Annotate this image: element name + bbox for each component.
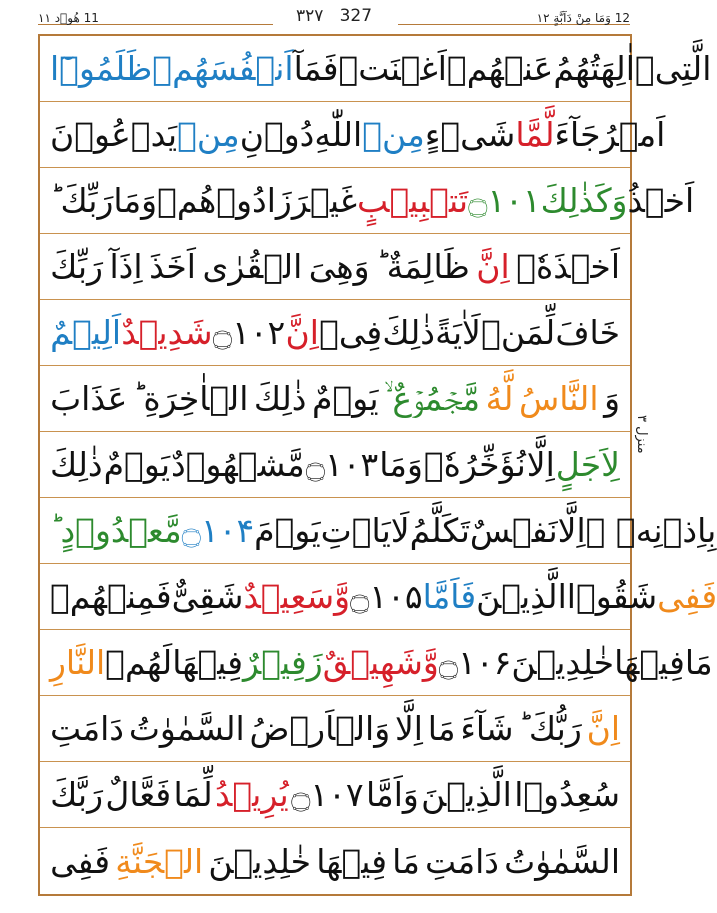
word: شَدِيۡدٌ: [121, 313, 213, 352]
word: الۡاٰخِرَةِ ؕ: [132, 379, 249, 418]
word: لَّمَّا: [515, 115, 555, 154]
word: نَفۡسٌ: [469, 511, 558, 550]
word: لِّمَنۡ: [481, 313, 556, 352]
word: رَبِّكَ ؕ: [50, 181, 114, 220]
word: ۝۱۰۵: [350, 577, 423, 616]
word: شَآءَ: [460, 709, 514, 748]
text-line-12: [40, 762, 630, 828]
word: ظَلَمُوۡٓا: [50, 49, 153, 88]
word: لَاٰيَةً: [435, 313, 481, 352]
word: شَقُوۡا: [566, 577, 658, 616]
word: زَادُوۡهُمۡ: [157, 181, 292, 220]
word: لَهُمۡ: [105, 643, 173, 682]
word: اَخَذَ: [149, 247, 196, 286]
word: دُوۡنِ: [239, 115, 315, 154]
word: فِيۡهَا: [614, 643, 685, 682]
word: دَامَتِ: [425, 841, 499, 881]
word: خَافَ: [555, 313, 620, 352]
word: زَفِيۡرٌ: [243, 643, 323, 682]
word: النَّاسُ: [518, 379, 599, 418]
word: مَّجۡمُوۡعٌ ۙ: [384, 378, 481, 418]
text-line-2: [40, 102, 666, 168]
text-line-10: [40, 630, 713, 696]
word: فَمِنۡهُمۡ: [50, 577, 172, 616]
word: ذٰلِكَ: [382, 313, 435, 352]
word: فِيۡهَا: [316, 841, 388, 881]
word: مِنۡ: [362, 115, 425, 154]
text-line-1: [40, 36, 712, 102]
sura-title: 11 هُوۡد ۱۱: [38, 11, 99, 25]
word: فَاَمَّا: [422, 577, 477, 616]
word: اَلِيۡمٌ: [50, 313, 122, 352]
word: لَا: [390, 511, 410, 550]
word: النَّارِ: [50, 643, 106, 682]
word: الَّذِيۡنَ: [476, 577, 567, 616]
word: نُؤَخِّرُهٗۤ: [423, 445, 526, 484]
page-header: [38, 0, 630, 34]
word: رَبَّكَ: [50, 775, 104, 814]
word: تَكَلَّمُ: [409, 511, 470, 550]
juz-title: 12 وَمَا مِنْ دَآبَّةٍ ۱۲: [536, 11, 630, 25]
word: مَّعۡدُوۡدٍ ؕ: [50, 511, 182, 550]
word: ۝۱۰۶: [438, 643, 512, 682]
word: اِنَّ: [476, 247, 510, 286]
word: اِنَّ: [285, 313, 319, 352]
word: لِّمَا: [173, 775, 213, 814]
word: رَبُّكَ ؕ: [518, 709, 582, 748]
word: ۝۱۰۱: [468, 181, 541, 220]
word: اِذَآ: [109, 247, 143, 286]
word: يَوۡمٌ: [312, 379, 379, 418]
word: فَمَآ: [293, 49, 339, 88]
word: بِاِذۡنِهٖ ۚ: [585, 511, 717, 550]
word: جَآءَ: [554, 115, 601, 154]
word: ۝۱۰۳: [305, 445, 379, 484]
word: مِنۡ: [177, 115, 240, 154]
word: يَوۡمٌ: [103, 445, 171, 484]
word: شَقِىٌّ: [171, 577, 244, 616]
word: يُرِيۡدُ: [215, 775, 289, 814]
word: مَا: [684, 643, 713, 682]
page-number-latin: 327: [339, 6, 373, 26]
word: رَبِّكَ: [50, 247, 103, 286]
word: اللّٰهِ: [314, 115, 363, 154]
word: وَالۡاَرۡضُ: [249, 709, 391, 748]
word: لَّهُ: [485, 379, 514, 418]
word: اِلَّا: [526, 445, 555, 484]
word: وَهِىَ: [308, 247, 370, 286]
text-line-7: [40, 432, 630, 498]
word: خٰلِدِيۡنَ: [511, 643, 615, 682]
word: يَدۡعُوۡنَ: [50, 115, 178, 154]
word: ذٰلِكَ: [253, 379, 307, 418]
word: عَنۡهُمۡ: [446, 49, 554, 88]
word: وَ: [604, 379, 620, 418]
word: يَاۡتِ: [320, 511, 391, 550]
text-line-8: [40, 498, 717, 564]
text-line-13: [40, 828, 630, 894]
word: يَوۡمَ: [254, 511, 321, 550]
word: ۝۱۰۷: [291, 775, 364, 814]
word: اَمۡرُ: [600, 115, 666, 154]
word: اٰلِهَتُهُمُ: [553, 49, 635, 88]
text-line-4: [40, 234, 630, 300]
word: الَّذِيۡنَ: [421, 775, 512, 814]
text-line-6: [40, 366, 630, 432]
word: اِنَّ: [586, 709, 620, 748]
word: السَّمٰوٰتُ: [128, 709, 245, 748]
text-line-3: [40, 168, 695, 234]
word: وَمَا: [113, 181, 158, 220]
word: فِىۡ: [319, 313, 383, 352]
word: اَخۡذَهٗۤ: [516, 247, 620, 286]
word: اَغۡنَتۡ: [338, 49, 447, 88]
word: ذٰلِكَ: [50, 445, 103, 484]
word: مَا: [392, 841, 420, 881]
page-number: [296, 6, 372, 26]
word: مَّشۡهُوۡدٌ: [171, 445, 305, 484]
word: وَاَمَّا: [365, 775, 419, 814]
word: سُعِدُوۡا: [514, 775, 620, 814]
word: وَّشَهِيۡقٌ: [322, 643, 439, 682]
word: خٰلِدِيۡنَ: [208, 841, 312, 881]
word: مَا: [427, 709, 456, 748]
word: شَىۡءٍ: [424, 115, 516, 154]
word: الَّتِىۡ: [634, 49, 712, 88]
word: اِلَّا: [557, 511, 586, 550]
word: لِاَجَلٍ: [555, 445, 620, 484]
word: الۡقُرٰى: [202, 247, 303, 286]
word: وَمَا: [379, 445, 423, 484]
text-line-11: [40, 696, 630, 762]
word: وَّسَعِيۡدٌ: [243, 577, 351, 616]
word: السَّمٰوٰتُ: [504, 841, 620, 881]
word: فَفِى: [657, 577, 717, 616]
word: غَيۡرَ: [291, 181, 358, 220]
word: دَامَتِ: [50, 709, 124, 748]
word: تَتۡبِيۡبٍ: [357, 181, 469, 220]
word: فِيۡهَا: [172, 643, 244, 682]
word: فَفِى: [50, 841, 111, 881]
text-line-5: [40, 300, 630, 366]
word: اَخۡذُ: [627, 181, 695, 220]
word: فَعَّالٌ: [105, 775, 172, 814]
manzil-label: منزل ٣: [634, 415, 649, 454]
word: عَذَابَ: [50, 379, 128, 418]
word: ۝۱۰۴: [181, 511, 255, 550]
word: وَكَذٰلِكَ: [540, 181, 628, 220]
page-number-arabic: ٣٢٧: [295, 6, 324, 26]
word: اِلَّا: [394, 709, 423, 748]
word: ۝۱۰۲: [212, 313, 286, 352]
word: اَنۡفُسَهُمۡ: [152, 49, 294, 88]
word: الۡجَنَّةِ: [115, 841, 204, 881]
word: ظَالِمَةٌ ؕ: [376, 247, 470, 286]
text-line-9: [40, 564, 717, 630]
